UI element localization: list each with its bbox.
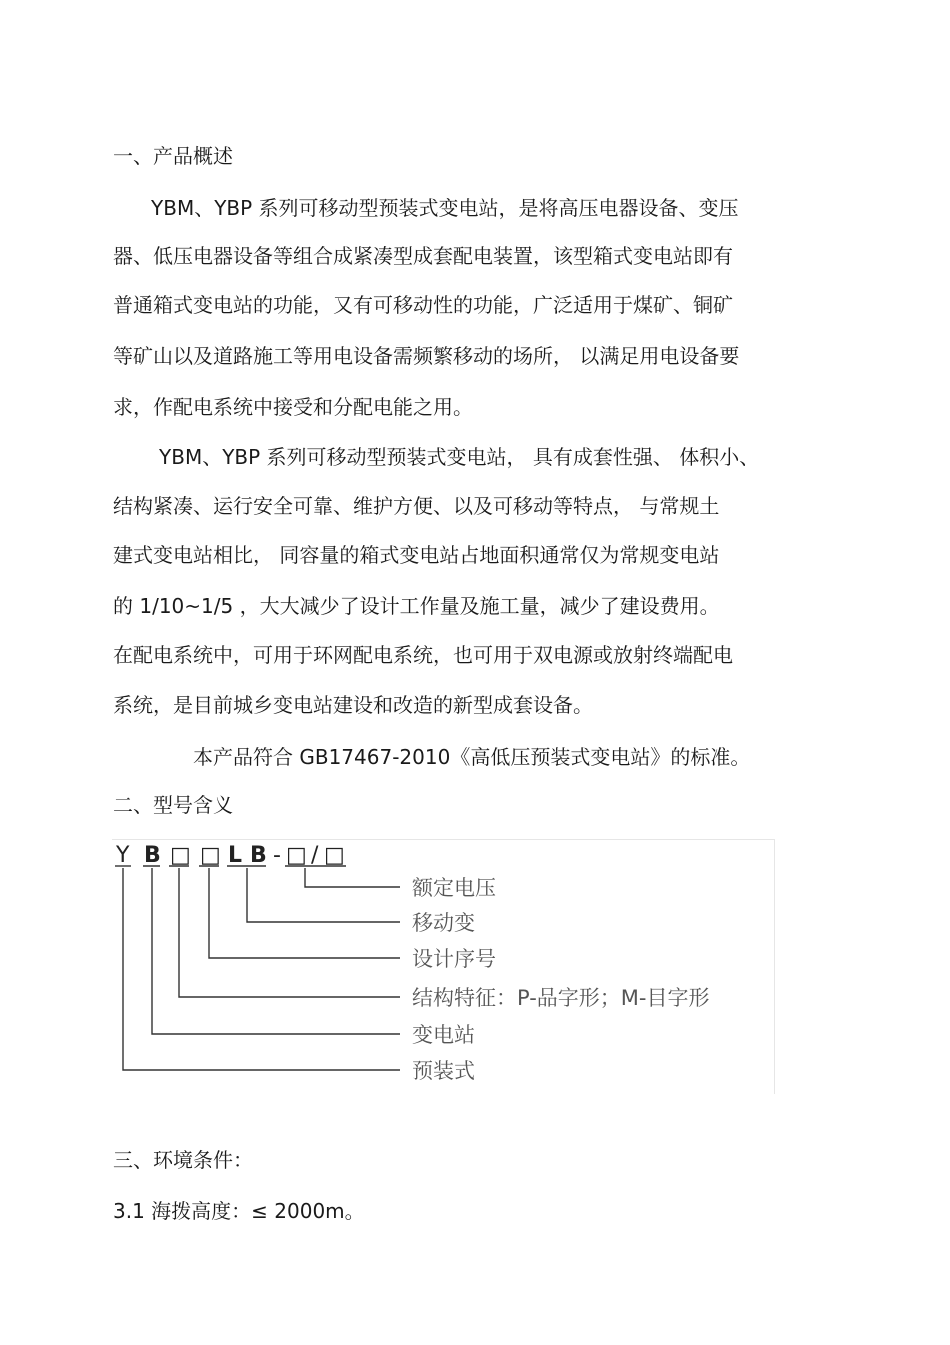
code-letter-l: L [228, 843, 243, 868]
paragraph-1-line-3: 普通箱式变电站的功能，又有可移动性的功能，广泛适用于煤矿、铜矿 [113, 293, 733, 317]
paragraph-1-line-4: 等矿山以及道路施工等用电设备需频繁移动的场所， 以满足用电设备要 [113, 344, 740, 368]
label-substation: 变电站 [412, 1023, 475, 1047]
paragraph-2-line-3: 建式变电站相比， 同容量的箱式变电站占地面积通常仅为常规变电站 [113, 543, 720, 567]
section-heading-model-meaning: 二、型号含义 [113, 793, 233, 817]
code-letter-y: Y [116, 843, 130, 868]
code-box-voltage-2: □ [324, 843, 345, 868]
paragraph-2-line-2: 结构紧凑、运行安全可靠、维护方便、以及可移动等特点， 与常规土 [113, 494, 720, 518]
paragraph-1-line-2: 器、低压电器设备等组合成紧凑型成套配电装置，该型箱式变电站即有 [113, 244, 733, 268]
model-code-diagram [112, 839, 775, 1094]
code-letter-b: B [144, 843, 161, 868]
code-box-structure: □ [170, 843, 191, 868]
paragraph-2-line-4: 的 1/10~1/5 ，大大减少了设计工作量及施工量，减少了建设费用。 [113, 594, 720, 618]
paragraph-2-line-1: YBM、YBP 系列可移动型预装式变电站， 具有成套性强、 体积小、 [159, 445, 760, 469]
model-code-svg [112, 840, 774, 1094]
code-box-voltage-1: □ [286, 843, 307, 868]
paragraph-2-line-6: 系统，是目前城乡变电站建设和改造的新型成套设备。 [113, 693, 593, 717]
paragraph-2-line-5: 在配电系统中，可用于环网配电系统，也可用于双电源或放射终端配电 [113, 643, 733, 667]
environment-item-altitude: 3.1 海拨高度：≤ 2000m。 [113, 1199, 365, 1223]
label-prefabricated: 预装式 [412, 1059, 475, 1083]
code-letter-b2: B [250, 843, 267, 868]
code-slash: / [311, 843, 319, 868]
leader-lines [123, 868, 400, 1070]
standard-compliance-line: 本产品符合 GB17467-2010《高低压预装式变电站》的标准。 [193, 745, 751, 769]
code-box-design: □ [200, 843, 221, 868]
code-dash: - [273, 843, 281, 868]
label-mobile-transformer: 移动变 [412, 911, 475, 935]
label-rated-voltage: 额定电压 [412, 876, 496, 900]
label-structure-feature: 结构特征：P-品字形；M-目字形 [412, 986, 710, 1010]
paragraph-1-line-5: 求，作配电系统中接受和分配电能之用。 [113, 395, 473, 419]
section-heading-environment: 三、环境条件： [113, 1148, 253, 1172]
section-heading-overview: 一、产品概述 [113, 144, 233, 168]
paragraph-1-line-1: YBM、YBP 系列可移动型预装式变电站，是将高压电器设备、变压 [151, 196, 739, 220]
label-design-number: 设计序号 [412, 947, 496, 971]
